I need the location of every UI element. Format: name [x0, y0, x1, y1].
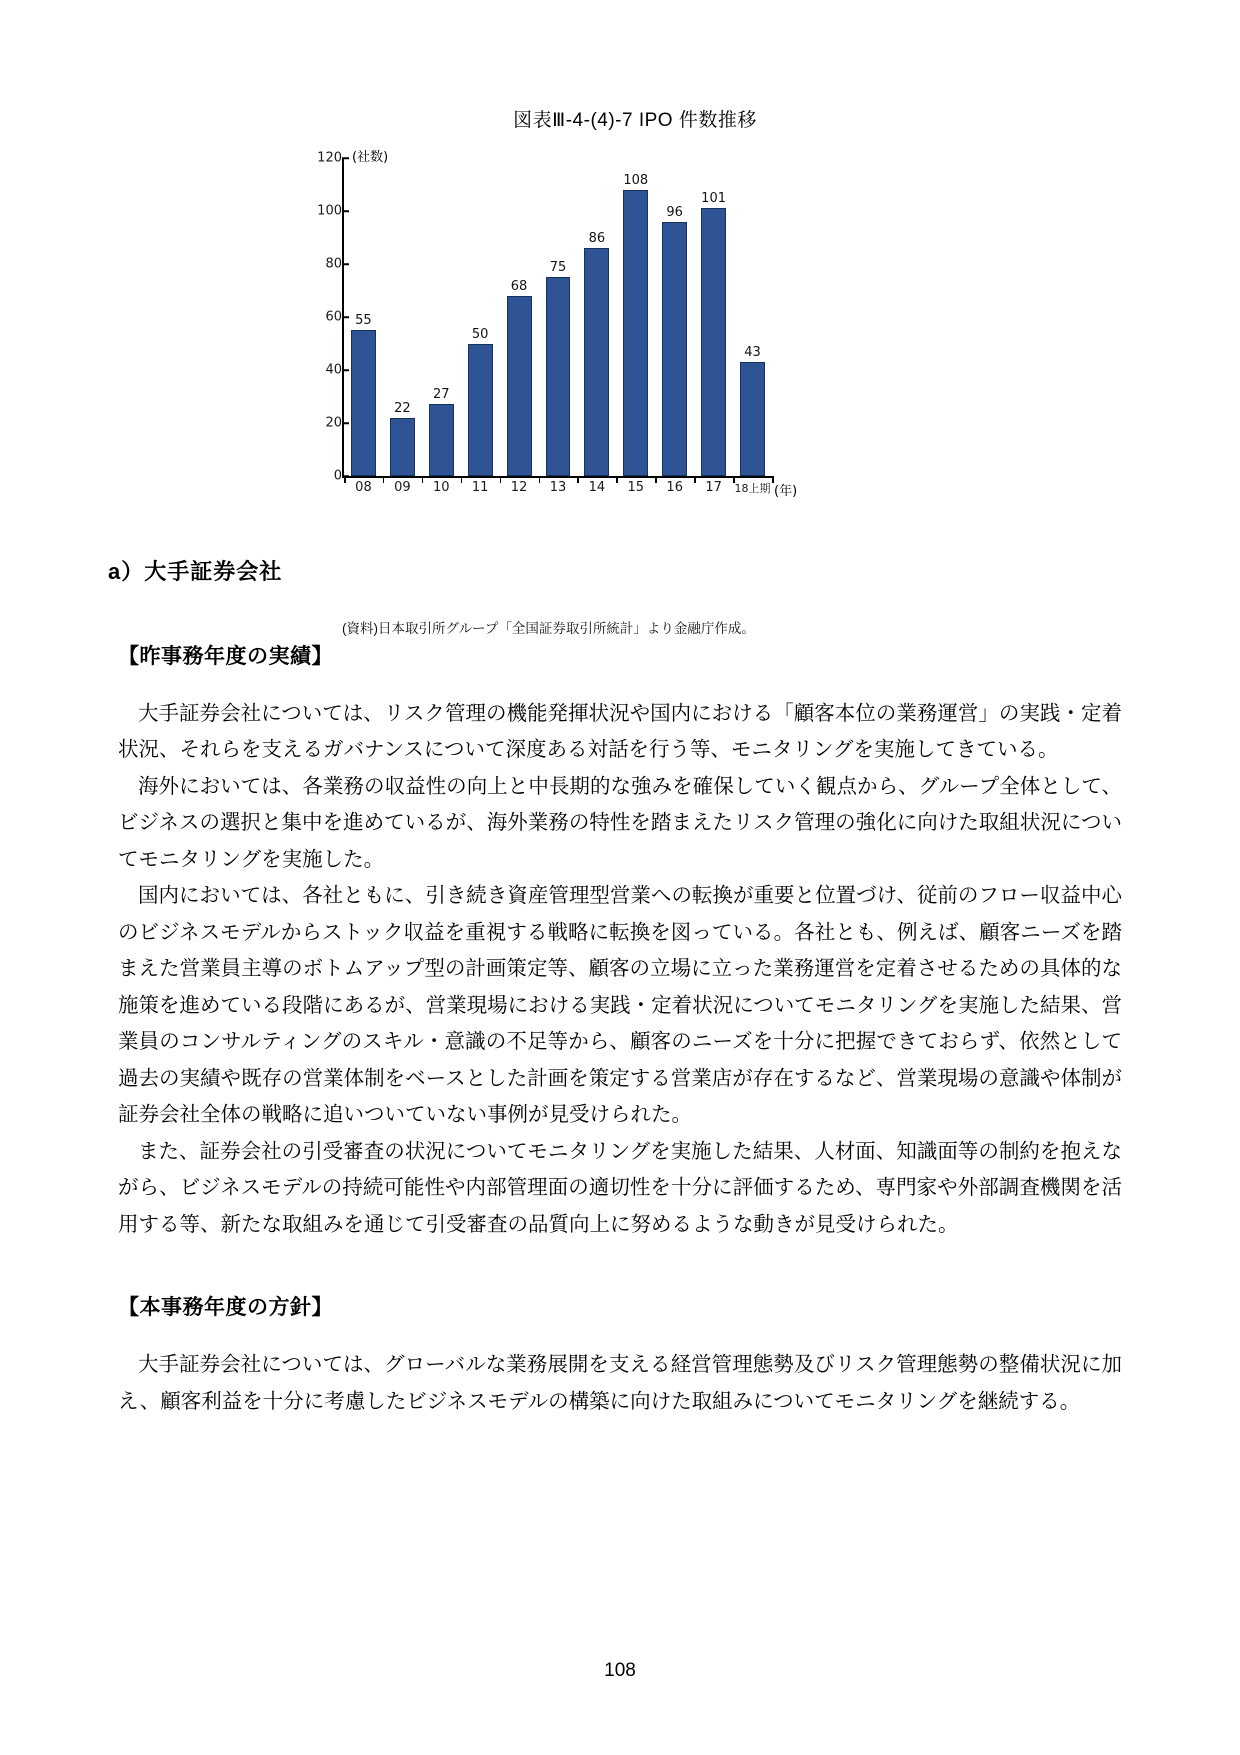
- bar: [390, 400, 415, 476]
- subheading-current-year-policy: 【本事務年度の方針】: [118, 1296, 333, 1320]
- bar: [662, 204, 687, 476]
- y-axis-tick-label: 20: [325, 415, 342, 431]
- ipo-bar-chart: [300, 150, 820, 510]
- bar-value-label: 50: [471, 326, 489, 342]
- x-axis-unit-label: (年): [774, 484, 798, 499]
- body-area: [0, 555, 1240, 1420]
- bar: [546, 260, 571, 476]
- x-axis-tick-label: 12: [510, 480, 528, 495]
- bar: [429, 387, 454, 476]
- body-paragraph: 海外においては、各業務の収益性の向上と中長期的な強みを確保していく観点から、グループ全体として、ビジネスの選択と集中を進めているが、海外業務の特性を踏まえたリスク管理の強化に向けた取組状況についてモニタリングを実施した。: [118, 774, 1122, 871]
- body-paragraph: 大手証券会社については、グローバルな業務展開を支える経営管理態勢及びリスク管理態勢の整備状況に加え、顧客利益を十分に考慮したビジネスモデルの構築に向けた取組みについてモニタリングを継続する。: [118, 1353, 1122, 1413]
- x-axis-tick-label: 18上期: [734, 482, 771, 495]
- x-axis-tick-label: 08: [355, 480, 372, 495]
- bar-slot: [539, 158, 578, 476]
- paragraph-group-2: [0, 1347, 1240, 1420]
- page-number: 108: [604, 1660, 636, 1681]
- x-axis-tick-label: 14: [588, 480, 606, 495]
- bar-slot: [655, 158, 694, 476]
- bar-value-label: 108: [623, 172, 649, 188]
- bar-value-label: 22: [394, 400, 411, 416]
- x-axis-labels: [344, 480, 772, 496]
- bar-slot: [733, 158, 772, 476]
- y-axis-tick-label: 120: [317, 150, 342, 166]
- bar-value-label: 101: [701, 191, 727, 207]
- bar-slot: [383, 158, 422, 476]
- x-axis-tick-label: 10: [432, 480, 450, 495]
- figure-source-note: (資料)日本取引所グループ「全国証券取引所統計」より金融庁作成。: [342, 621, 755, 636]
- x-axis-tick-label: 13: [549, 480, 567, 495]
- bar-value-label: 55: [355, 313, 372, 329]
- x-axis-tick-label: 15: [627, 480, 645, 495]
- chart-bars: [344, 158, 772, 476]
- bar: [623, 172, 649, 476]
- bar-value-label: 75: [549, 260, 567, 276]
- y-axis-tick-label: 100: [317, 203, 342, 219]
- x-axis-tick-label: 17: [705, 480, 722, 495]
- y-axis-unit-label: (社数): [352, 150, 389, 165]
- x-axis-tick-label: 09: [394, 480, 411, 495]
- y-axis-tick-label: 60: [325, 309, 342, 325]
- bar-value-label: 27: [432, 387, 450, 403]
- bar: [584, 231, 609, 476]
- bar-slot: [694, 158, 733, 476]
- body-paragraph: 大手証券会社については、リスク管理の機能発揮状況や国内における「顧客本位の業務運営」の実践・定着状況、それらを支えるガバナンスについて深度ある対話を行う等、モニタリングを実施してきている。: [118, 702, 1122, 762]
- bar: [701, 191, 727, 476]
- x-axis-tick-label: 11: [471, 480, 489, 495]
- bar: [351, 313, 376, 476]
- bar-value-label: 43: [744, 345, 761, 361]
- body-paragraph: また、証券会社の引受審査の状況についてモニタリングを実施した結果、人材面、知識面等の制約を抱えながら、ビジネスモデルの持続可能性や内部管理面の適切性を十分に評価するため、専門家や外部調査機関を活用する等、新たな取組みを通じて引受審査の品質向上に努めるような動きが見受けられた。: [118, 1139, 1122, 1236]
- bar-slot: [461, 158, 500, 476]
- bar-slot: [344, 158, 383, 476]
- y-axis-tick-label: 40: [325, 362, 342, 378]
- paragraph-group-1: [0, 696, 1240, 1243]
- bar-value-label: 68: [510, 278, 528, 294]
- body-paragraph: 国内においては、各社ともに、引き続き資産管理型営業への転換が重要と位置づけ、従前のフロー収益中心のビジネスモデルからストック収益を重視する戦略に転換を図っている。各社とも、例えば、顧客ニーズを踏まえた営業員主導のボトムアップ型の計画策定等、顧客の立場に立った業務運営を定着させるための具体的な施策を進めている段階にあるが、営業現場における実践・定着状況についてモニタリングを実施した結果、営業員のコンサルティングのスキル・意識の不足等から、顧客のニーズを十分に把握できておらず、依然として過去の実績や既存の営業体制をベースとした計画を策定する営業店が存在するなど、営業現場の意識や体制が証券会社全体の戦略に追いついていない事例が見受けられた。: [118, 884, 1122, 1127]
- bar-value-label: 86: [588, 231, 606, 247]
- bar: [740, 345, 765, 476]
- bar-slot: [422, 158, 461, 476]
- y-axis-tick-label: 0: [333, 468, 342, 484]
- bar-slot: [500, 158, 539, 476]
- bar: [468, 326, 493, 477]
- section-heading: a）大手証券会社: [108, 559, 283, 584]
- subheading-past-year-results: 【昨事務年度の実績】: [118, 645, 333, 668]
- y-axis-tick-label: 80: [325, 256, 342, 272]
- x-axis-tick-label: 16: [666, 480, 683, 495]
- figure-title: 図表Ⅲ-4-(4)-7 IPO 件数推移: [513, 110, 757, 131]
- bar-slot: [616, 158, 655, 476]
- bar-value-label: 96: [666, 204, 683, 220]
- bar: [507, 278, 532, 476]
- bar-slot: [577, 158, 616, 476]
